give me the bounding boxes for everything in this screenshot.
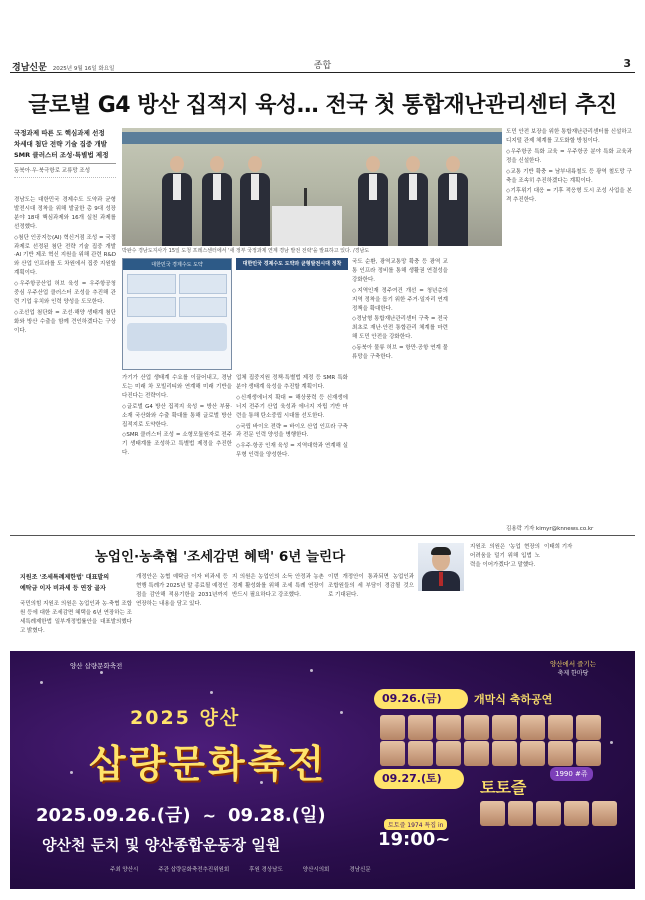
article-column-4 (352, 258, 448, 524)
article2-subtitle-line: 지원조 '조세특례제한법' 대표발의 (20, 574, 109, 581)
article-paragraph: ◇우주항공 특화 교육 = 우주항공 분야 특화 교육과정을 신설한다. (506, 148, 632, 164)
article-column-2 (122, 374, 232, 524)
performer-photos-row (380, 715, 601, 740)
reporter-portrait-photo (418, 543, 464, 591)
photo-podium (272, 206, 342, 246)
ad-start-time: 19:00~ (378, 829, 451, 850)
article-paragraph: ◇글로벌 G4 방산 집적지 육성 = 방산 부품·소재 국산화와 수출 확대를 통해 글로벌 방산 집적지로 도약한다. (122, 403, 232, 428)
article2-column-2: 개정안은 농협 예탁금 이자 비과세 등 현행 특례가 2025년 말 종료될 예정인 점을 감안해 적용기한을 2031년까지 연장하는 내용을 담고 있다. (136, 574, 228, 607)
article2-column-1: 국민의힘 지원조 의원은 농업인과 농·축협 조합원 등에 대한 조세감면 혜택을 6년 연장하는 조세특례제한법 일부개정법률안을 대표발의했다고 밝혔다. (20, 601, 132, 634)
ad-top-right-line: 축제 한마당 (557, 670, 589, 677)
photo-person (358, 156, 388, 246)
ad-year: 2025 양산 (130, 707, 241, 729)
photo-person (398, 156, 428, 246)
infographic-cell (179, 274, 228, 294)
photo-person (162, 156, 192, 246)
infographic-cell (179, 297, 228, 317)
performer-photos-row (480, 801, 617, 826)
performer-photos-row (380, 741, 601, 766)
ad-start-date: 2025.09.26.(금) (36, 805, 191, 826)
article-paragraph: ◇우주·항공 인재 육성 = 지역대학과 연계해 실무형 인력을 양성한다. (236, 443, 348, 459)
article-paragraph: 도민 안전 보장을 위한 통합재난관리센터를 신설하고 디지털 관제 체계를 고도화할 방침이다. (506, 129, 632, 144)
page-number: 3 (623, 57, 631, 70)
ad-day1-label: 개막식 축하공연 (474, 693, 553, 706)
header-rule (10, 72, 635, 73)
article2-column-4: 이번 개정안이 통과되면 농업인과 조합원들의 세 부담이 경감될 것으로 기대된다. (328, 574, 414, 598)
ad-venue: 양산천 둔치 및 양산종합운동장 일원 (42, 836, 281, 854)
ad-top-right-text (550, 659, 596, 677)
infographic-title: 대한민국 경제수도 도약 (123, 259, 231, 270)
infographic-cell (127, 297, 176, 317)
photo-backdrop-banner (122, 132, 502, 144)
festival-advertisement[interactable] (10, 651, 635, 889)
ad-organizers (110, 865, 580, 873)
page-header (0, 0, 645, 74)
main-headline: 글로벌 G4 방산 집적지 육성… 전국 첫 통합재난관리센터 추진 (28, 93, 617, 118)
subheadline-primary (14, 128, 116, 164)
article2-column-3: 지 의원은 농업인의 소득 안정과 농촌 경제 활성화를 위해 조세 특례 연장이 반드시 필요하다고 강조했다. (232, 574, 324, 598)
article-paragraph: ◇조선업 첨단화 = 조선·해양 생태계 첨단화와 방산 수출을 함께 견인하겠다는 구상이다. (14, 309, 116, 334)
article-paragraph: ◇첨단 인공지능(AI) 혁신거점 조성 = 국정과제로 선정된 첨단 전략 기술 집중 개발·AI 기반 제조 혁신 지원을 위해 관련 R&D와 산업 인프라를 도 차원에서 집중 지원할 계획이다. (14, 234, 116, 277)
article-byline: 김용락 기자 kimyr@knnews.co.kr (506, 526, 594, 532)
photo-person (240, 156, 270, 246)
article-paragraph: ◇기후위기 대응 = 기후 적응형 도시 조성 사업을 본격 추진한다. (506, 188, 632, 204)
article-paragraph: 국도 순환, 광역교통망 확충 등 광역 교통 인프라 정비를 통해 생활권 연결성을 강화한다. (352, 259, 448, 283)
article2-subtitle-line: 예탁금 이자 비과세 등 연장 골자 (20, 584, 106, 592)
article-paragraph: ◇SMR 클러스터 조성 = 소형모듈원자로 전주기 생태계를 조성하고 특별법 제정을 추진한다. (122, 432, 232, 457)
ad-organizer: 후원 경상남도 (249, 867, 283, 873)
article2-headline: 농업인·농축협 '조세감면 혜택' 6년 늘린다 (94, 549, 346, 565)
press-conference-photo (122, 128, 502, 246)
subheadline-secondary (14, 167, 116, 178)
ad-date-separator: ~ (202, 806, 216, 825)
article-paragraph: ◇동북아 물류 허브 = 항만·공항 연계 물류망을 구축한다. (352, 345, 448, 361)
ad-organizer: 주관 삽량문화축전추진위원회 (158, 867, 230, 873)
infographic-box (122, 258, 232, 370)
infographic-grid (123, 270, 231, 321)
photo-person (202, 156, 232, 246)
infographic-map (127, 323, 227, 351)
ad-organizer: 경남신문 (349, 867, 371, 873)
ad-day2-label: 토토즐 (480, 778, 527, 797)
ad-dates (36, 801, 326, 827)
article-paragraph: 가기가 산업 생태계 수요를 이끌어내고, 경남도는 미래 차 모빌리티와 연계해 미래 기반을 다진다는 전략이다. (122, 375, 232, 399)
article-paragraph: 업체 집중지원 정책·특별법 제정 등 SMR 특화 분야 생태계 육성을 추진할 계획이다. (236, 375, 348, 390)
issue-date: 2025년 9월 16일 화요일 (52, 66, 115, 72)
ad-end-date: 09.28.(일) (227, 805, 326, 826)
photo-person (438, 156, 468, 246)
article-paragraph: ◇경남형 통합재난관리센터 구축 = 전국 최초로 재난·안전 통합관리 체계를 마련해 도민 안전을 강화한다. (352, 316, 448, 341)
subheadline-box (14, 128, 116, 178)
article2-subtitle (20, 573, 132, 595)
article-paragraph: ◇지역인재 정주여건 개선 = 청년층의 지역 정착을 돕기 위한 주거·일자리 연계 정책을 확대한다. (352, 287, 448, 312)
photo-caption: 박완수 경남도지사가 15일 도청 프레스센터에서 '새 정부 국정과제 연계 경남 발전 전략'을 발표하고 있다. /경남도 (122, 248, 370, 254)
article-paragraph: ◇국립 바이오 전략 = 바이오 산업 인프라 구축과 전문 인력 양성을 병행한다. (236, 423, 348, 439)
ad-time-label: 토토즐 1974 특집 in (384, 819, 447, 830)
photo-microphone (304, 188, 307, 206)
section-name: 종합 (313, 61, 332, 71)
subheadline-line: 차세대 첨단 전략 기술 집중 개발 (14, 140, 107, 149)
article-paragraph: ◇신재생에너지 확대 = 해상풍력 등 신재생에너지 전주기 산업 육성과 에너지 자립 기반 마련을 통해 탄소중립 시대를 선도한다. (236, 394, 348, 419)
ad-top-left-text: 양산 삽량문화축전 (70, 662, 123, 670)
ad-organizer: 양산시의회 (302, 867, 330, 873)
article2-column-6: 이태희 기자 (544, 544, 573, 550)
article2-column-5: 지원조 의원은 '농업 현장의 어려움을 덜기 위해 입법 노력을 이어가겠다'고 말했다. (470, 544, 540, 568)
paper-name: 경남신문 (12, 63, 47, 73)
article-column-5a (452, 258, 502, 524)
infographic-cell (127, 274, 176, 294)
ad-festival-title: 삽량문화축전 (88, 742, 328, 786)
ad-top-right-line: 양산에서 즐기는 (550, 660, 597, 668)
article-column-3 (236, 374, 348, 524)
section-divider (10, 535, 635, 536)
ad-organizer: 주최 양산시 (110, 867, 139, 873)
article-paragraph: ◇교통 기반 확충 = 남부내륙철도 등 광역 철도망 구축을 조속히 추진하겠다는 계획이다. (506, 168, 632, 184)
ad-day1-pill: 09.26.(금) (374, 689, 468, 709)
slide-title-banner: 대한민국 경제수도 도약과 균형발전시대 정착 (236, 258, 348, 270)
subheadline-line: SMR 클러스터 조성·특별법 제정 (14, 151, 109, 160)
subheadline-line: 동북아·우·북극항로 교류망 조성 (14, 167, 116, 178)
article-paragraph: 경남도는 대한민국 경제수도 도약과 균형발전시대 정착을 위해 발굴한 총 9대 성장분야 18대 핵심과제와 16개 실천 과제를 선정했다. (14, 197, 116, 230)
article-paragraph: ◇우주항공산업 허브 육성 = 우주항공청 중심 우주산업 클러스터 조성을 추진해 관련 기업 유치와 인력 양성을 도모한다. (14, 281, 116, 305)
ad-day2-pill: 09.27.(토) (374, 769, 464, 789)
subheadline-line: 국정과제 따른 도 핵심과제 선정 (14, 129, 105, 137)
ad-special-badge: 1990 #쥬 (550, 767, 593, 781)
article-column-1 (14, 196, 116, 516)
